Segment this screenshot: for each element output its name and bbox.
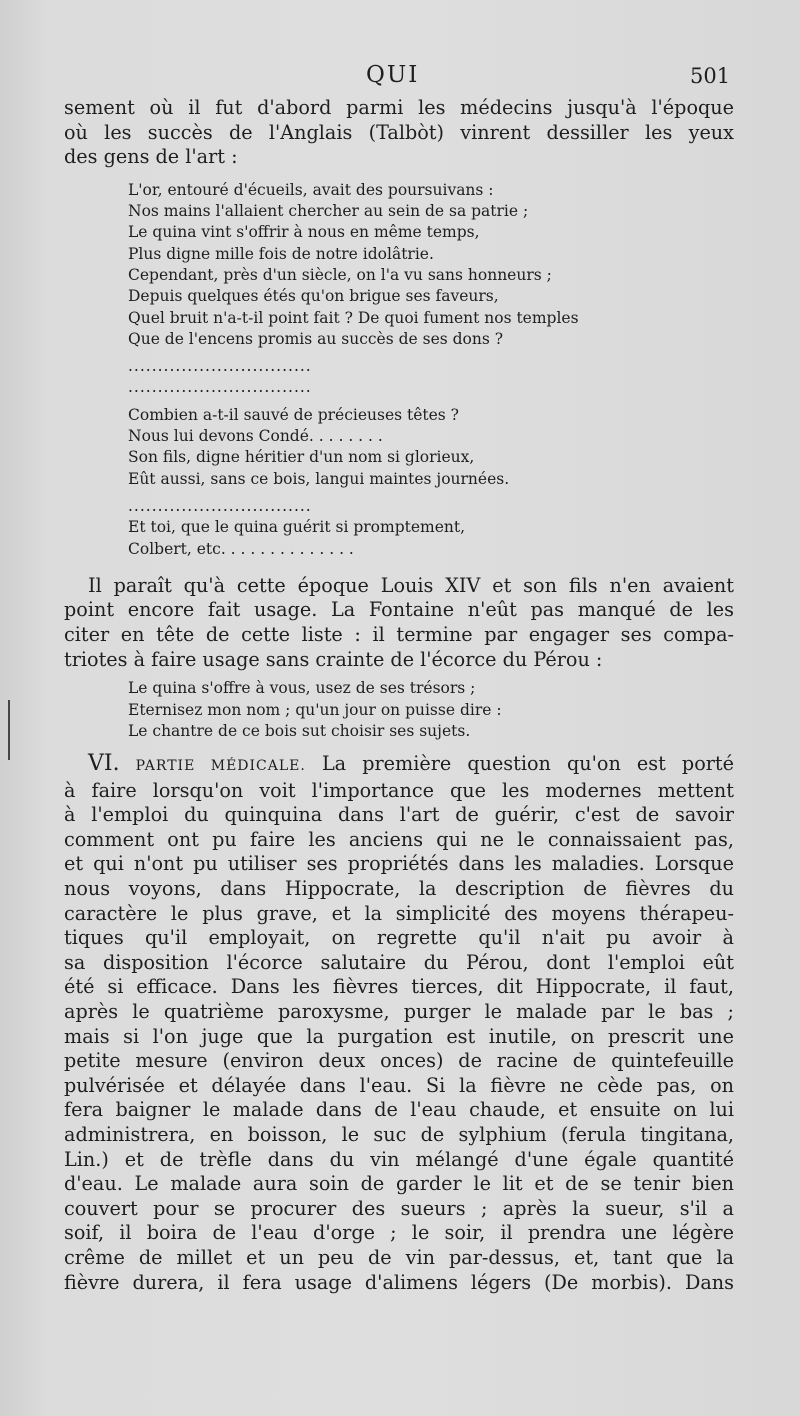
ellipsis-line: ...............................: [128, 357, 312, 376]
verse-line: Cependant, près d'un siècle, on l'a vu sans honneurs ;: [128, 265, 552, 284]
verse-line: Le quina vint s'offrir à nous en même temps,: [128, 223, 480, 242]
verse-line: Son fils, digne héritier d'un nom si glorieux,: [128, 448, 475, 467]
verse-line: Quel bruit n'a-t-il point fait ? De quoi fument nos temples: [128, 308, 579, 327]
section-number: VI.: [88, 752, 120, 777]
verse-line: Le chantre de ce bois sut choisir ses sujets.: [128, 721, 471, 740]
margin-mark: [8, 700, 10, 760]
verse-line: Nos mains l'allaient chercher au sein de sa patrie ;: [128, 202, 529, 221]
ellipsis-line: ...............................: [128, 496, 312, 515]
text-line: citer en tête de cette liste : il termine par engager ses compa-: [64, 623, 734, 647]
text-line: crême de millet et un peu de vin par-dessus, et, tant que la: [64, 1245, 734, 1269]
text-line: caractère le plus grave, et la simplicité des moyens thérapeu-: [64, 901, 734, 925]
text-line: soif, il boira de l'eau d'orge ; le soir, il prendra une légère: [64, 1221, 734, 1245]
text-run: La première question qu'on est porté: [321, 752, 734, 776]
text-line: mais si l'on juge que la purgation est inutile, on prescrit une: [64, 1024, 734, 1048]
text-line: où les succès de l'Anglais (Talbòt) vinrent dessiller les yeux: [64, 120, 734, 144]
verse-line: Eût aussi, sans ce bois, langui maintes journées.: [128, 469, 510, 488]
text-line: des gens de l'art :: [64, 145, 238, 169]
text-line: d'eau. Le malade aura soin de garder le lit et de se tenir bien: [64, 1172, 734, 1196]
section-heading: PARTIE MÉDICALE.: [135, 758, 306, 775]
text-line: après le quatrième paroxysme, purger le malade par le bas ;: [64, 1000, 734, 1024]
verse-line: Colbert, etc. . . . . . . . . . . . . .: [128, 539, 354, 558]
verse-line: Plus digne mille fois de notre idolâtrie.: [128, 244, 434, 263]
text-line: petite mesure (environ deux onces) de racine de quintefeuille: [64, 1049, 734, 1073]
text-line: Lin.) et de trèfle dans du vin mélangé d'une égale quantité: [64, 1147, 734, 1171]
paragraph-3: [64, 752, 734, 1295]
text-line: et qui n'ont pu utiliser ses propriétés dans les maladies. Lorsque: [64, 852, 734, 876]
text-line: à faire lorsqu'on voit l'importance que les modernes mettent: [64, 778, 734, 802]
text-line: pulvérisée et délayée dans l'eau. Si la fièvre ne cède pas, on: [64, 1073, 734, 1097]
page-number: 501: [690, 64, 731, 88]
text-line: nous voyons, dans Hippocrate, la description de fièvres du: [64, 877, 734, 901]
ellipsis-line: ...............................: [128, 378, 312, 397]
verse-block-1: [128, 180, 734, 560]
text-line: sement où il fut d'abord parmi les médecins jusqu'à l'époque: [64, 96, 734, 119]
text-line: fera baigner le malade dans de l'eau chaude, et ensuite on lui: [64, 1098, 734, 1122]
text-line: fièvre durera, il fera usage d'alimens légers (De morbis). Dans: [64, 1270, 734, 1294]
text-line: été si efficace. Dans les fièvres tierces, dit Hippocrate, il faut,: [64, 975, 734, 999]
paragraph-1: [64, 96, 734, 170]
text-line: tiques qu'il employait, on regrette qu'il n'ait pu avoir à: [64, 926, 734, 950]
text-line: administrera, en boisson, le suc de sylphium (ferula tingitana,: [64, 1123, 734, 1146]
text-line: à l'emploi du quinquina dans l'art de guérir, c'est de savoir: [64, 803, 734, 827]
text-line: comment ont pu faire les anciens qui ne le connaissaient pas,: [64, 827, 734, 851]
verse-block-2: [128, 678, 734, 742]
verse-line: Eternisez mon nom ; qu'un jour on puisse dire :: [128, 700, 502, 719]
text-line: Il paraît qu'à cette époque Louis XIV et son fils n'en avaient: [88, 573, 734, 597]
page-body: [64, 96, 734, 1295]
verse-line: Que de l'encens promis au succès de ses dons ?: [128, 329, 504, 348]
verse-line: L'or, entouré d'écueils, avait des poursuivans :: [128, 180, 494, 199]
verse-line: Le quina s'offre à vous, usez de ses trésors ;: [128, 679, 476, 698]
verse-line: Nous lui devons Condé. . . . . . . .: [128, 427, 383, 446]
text-line: point encore fait usage. La Fontaine n'eût pas manqué de les: [64, 598, 734, 622]
running-title: QUI: [366, 62, 420, 88]
verse-line: Depuis quelques étés qu'on brigue ses faveurs,: [128, 287, 499, 306]
text-line: couvert pour se procurer des sueurs ; après la sueur, s'il a: [64, 1196, 734, 1220]
text-line: triotes à faire usage sans crainte de l'écorce du Pérou :: [64, 647, 603, 671]
paragraph-2: [64, 574, 734, 672]
page-header: [0, 60, 800, 94]
verse-line: Combien a-t-il sauvé de précieuses têtes ?: [128, 405, 459, 424]
text-line: sa disposition l'écorce salutaire du Pérou, dont l'emploi eût: [64, 950, 734, 974]
section-heading-line: [64, 752, 734, 779]
verse-line: Et toi, que le quina guérit si promptement,: [128, 518, 466, 537]
